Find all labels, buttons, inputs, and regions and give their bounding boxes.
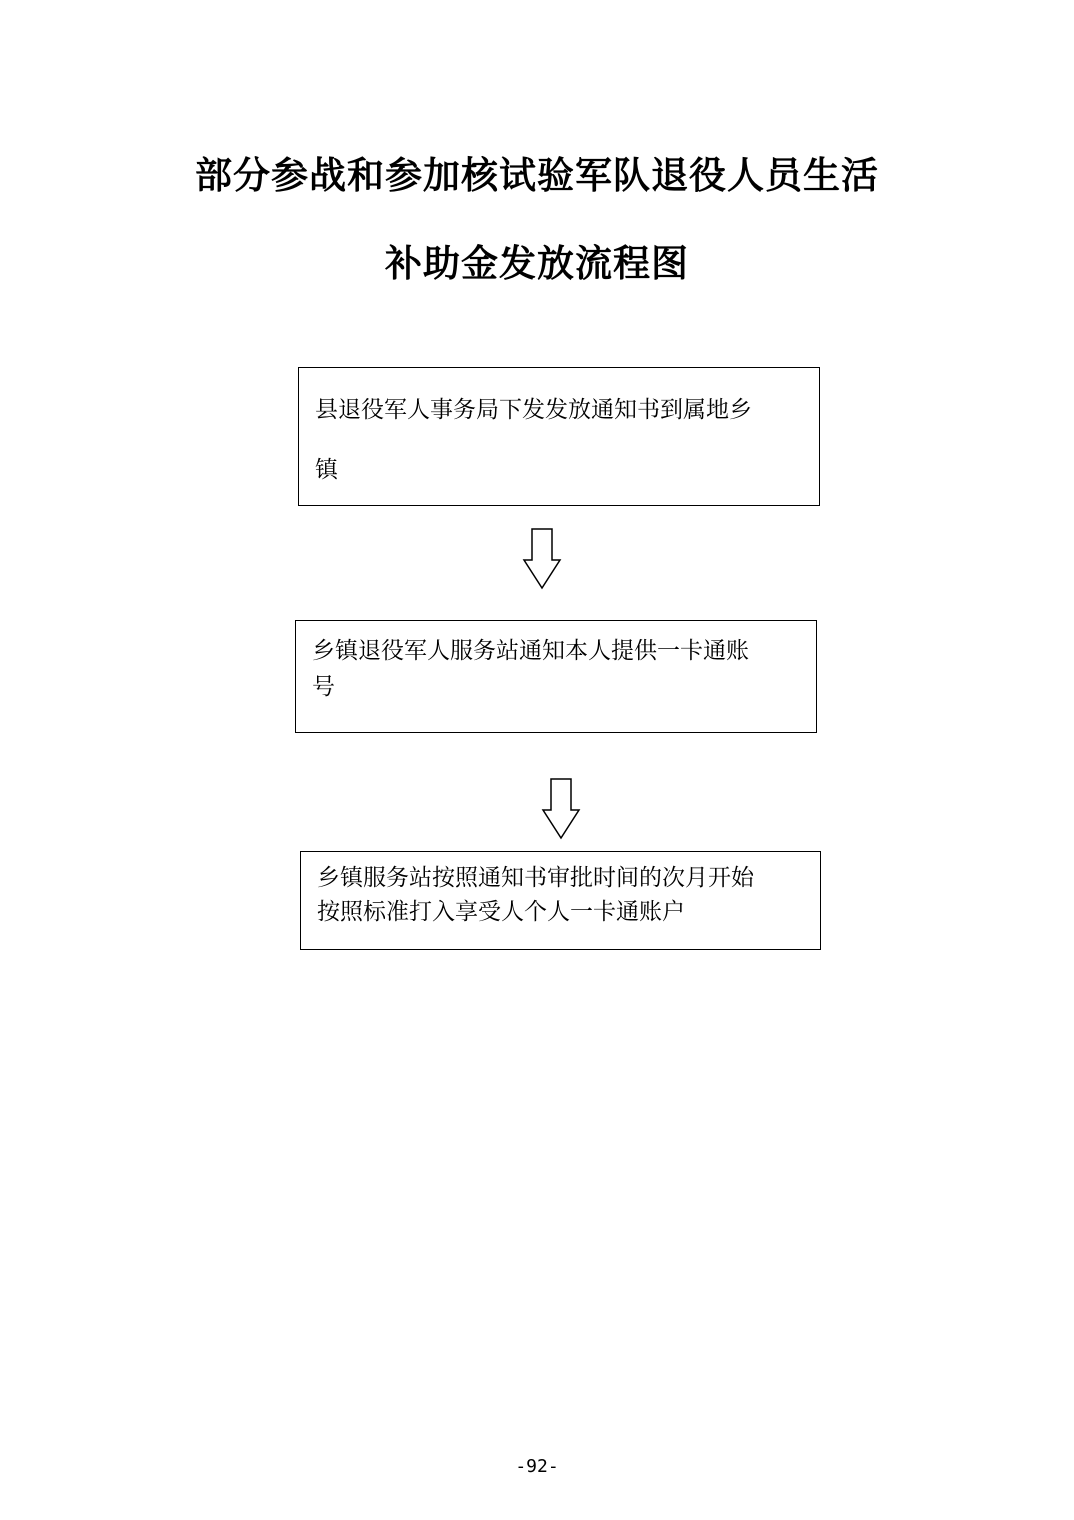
page-title-line-2: 补助金发放流程图: [385, 242, 689, 285]
flow-arrow-down-icon: [541, 778, 581, 840]
flow-arrow-down-icon: [522, 528, 562, 590]
flow-step-2-line-2: 号: [312, 674, 335, 700]
flow-step-3: [300, 851, 821, 950]
flow-step-1-line-2: 镇: [315, 457, 338, 483]
flow-step-3-line-2: 按照标准打入享受人个人一卡通账户: [317, 899, 685, 925]
page-number: -92-: [515, 1456, 559, 1477]
flow-step-2: [295, 620, 817, 733]
flow-step-3-line-1: 乡镇服务站按照通知书审批时间的次月开始: [317, 865, 754, 891]
page-title-line-1: 部分参战和参加核试验军队退役人员生活: [195, 154, 879, 197]
flow-step-1-line-1: 县退役军人事务局下发发放通知书到属地乡: [315, 397, 752, 423]
flow-step-1: [298, 367, 820, 506]
flow-step-2-line-1: 乡镇退役军人服务站通知本人提供一卡通账: [312, 638, 749, 664]
